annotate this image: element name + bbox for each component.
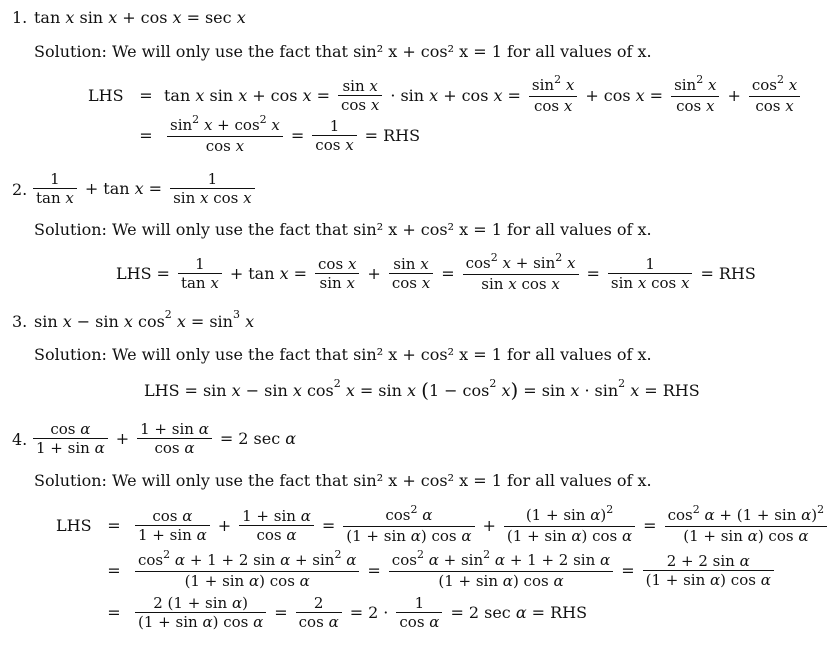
fraction: 1 + sin α cos α	[239, 507, 314, 544]
rhs-label: RHS	[662, 380, 700, 400]
problem-1-number: 1.	[12, 8, 28, 27]
fraction: 1 cos α	[396, 594, 442, 631]
lhs-label: LHS	[116, 264, 152, 283]
fraction: 2 + 2 sin α (1 + sin α) cos α	[643, 552, 774, 589]
fraction: sin x cos x	[389, 255, 433, 292]
fraction: 2 cos α	[296, 594, 342, 631]
fraction: cos x sin x	[315, 255, 359, 292]
fraction: cos α 1 + sin α	[135, 507, 210, 544]
fraction: 1 + sin α cos α	[137, 420, 212, 457]
fraction: 1 cos x	[312, 117, 356, 154]
fraction: $\sin^2 x$ cos x	[529, 76, 577, 115]
problem-2-solution: Solution: We will only use the fact that sin² x + cos² x = 1 for all values of x.	[34, 220, 652, 239]
fraction: 1 sin x cos x	[170, 170, 255, 207]
fraction: $(1 + \sin \alpha)^2$ (1 + sin α) cos α	[504, 506, 635, 545]
fraction: $\cos^2 \alpha + 1 + 2$ $\sin \alpha + \sin^2 \alpha$ (1 + sin α) cos α	[135, 551, 359, 590]
problem-2-number: 2.	[12, 180, 28, 199]
fraction: $\cos^2 x + \sin^2 x$ sin x cos x	[463, 254, 579, 293]
problem-2-statement: 1 tan x + tan x = 1 sin x cos x	[30, 170, 258, 207]
rhs-label: RHS	[718, 264, 756, 283]
problem-4-solution: Solution: We will only use the fact that sin² x + cos² x = 1 for all values of x.	[34, 471, 652, 490]
problem-3-solution: Solution: We will only use the fact that sin² x + cos² x = 1 for all values of x.	[34, 345, 652, 364]
problem-1-statement: tan x sin x + cos x = sec x	[34, 8, 246, 27]
problem-4-number: 4.	[12, 430, 28, 449]
problem-3-derivation: LHS = sin x − sin x cos 2 x = sin x ( 1 − cos 2 x ) = sin x · sin 2 x = RHS	[144, 376, 700, 402]
fraction: $\cos^2 \alpha + (1 + \sin \alpha)^2$ (1 + sin α) cos α	[665, 506, 828, 545]
fraction: $\sin^2 x$ cos x	[671, 76, 719, 115]
fraction: cos α 1 + sin α	[33, 420, 108, 457]
fraction: sin x cos x	[338, 77, 382, 114]
fraction: 1 tan x	[33, 170, 77, 207]
lhs-label: LHS	[56, 516, 92, 535]
problem-4-derivation-line-3: = 2 (1 + sin α) (1 + sin α) cos α = 2 cos α = 2 · 1 cos α = 2 sec α = RHS	[107, 594, 588, 631]
problem-4-statement: cos α 1 + sin α + 1 + sin α cos α = 2 sec α	[30, 420, 296, 457]
rhs-label: RHS	[550, 603, 588, 622]
problem-1-derivation-line-1: LHS = tan x sin x + cos x = sin x cos x · sin x + cos x = $\sin^2 x$ cos x + cos x = $\sin^2 x$ cos x + $\cos^2 x$ cos x	[88, 76, 803, 115]
problem-3-statement: sin x − sin x cos 2 x = sin 3 x	[34, 308, 255, 331]
problem-2-derivation: LHS = 1 tan x + tan x = cos x sin x + sin x cos x = $\cos^2 x + \sin^2 x$ sin x cos x = 1 sin x cos x = RHS	[116, 251, 756, 293]
lhs-label: LHS	[144, 380, 180, 400]
fraction: 2 (1 + sin α) (1 + sin α) cos α	[135, 594, 266, 631]
fraction: $\cos^2 \alpha$ (1 + sin α) cos α	[343, 506, 474, 545]
problem-1-solution: Solution: We will only use the fact that sin² x + cos² x = 1 for all values of x.	[34, 42, 652, 61]
problem-1-derivation-line-2: = $\sin^2 x + \cos^2 x$ cos x = 1 cos x = RHS	[139, 113, 421, 155]
lhs-label: LHS	[88, 86, 124, 105]
rhs-label: RHS	[383, 126, 421, 145]
fraction: $\cos^2 \alpha + \sin^2 \alpha + 1 + 2$ sin α (1 + sin α) cos α	[389, 551, 613, 590]
fraction: $\sin^2 x + \cos^2 x$ cos x	[167, 116, 283, 155]
fraction: 1 tan x	[178, 255, 222, 292]
problem-4-derivation-line-1: LHS = cos α 1 + sin α + 1 + sin α cos α = $\cos^2 \alpha$ (1 + sin α) cos α + $(1 + \sin \alpha)^2$ (1 + sin α) cos α = $\cos^2 \alpha + (1 + \sin \alpha)^2$ (1 + sin α) cos α	[56, 506, 830, 545]
problem-4-derivation-line-2: = $\cos^2 \alpha + 1 + 2$ $\sin \alpha + \sin^2 \alpha$ (1 + sin α) cos α = $\cos^2 \alpha + \sin^2 \alpha + 1 + 2$ sin α (1 + sin α) cos α = 2 + 2 sin α (1 + sin α) cos α	[56, 551, 777, 590]
fraction: 1 sin x cos x	[608, 255, 693, 292]
problem-3-number: 3.	[12, 312, 28, 331]
fraction: $\cos^2 x$ cos x	[749, 76, 800, 115]
